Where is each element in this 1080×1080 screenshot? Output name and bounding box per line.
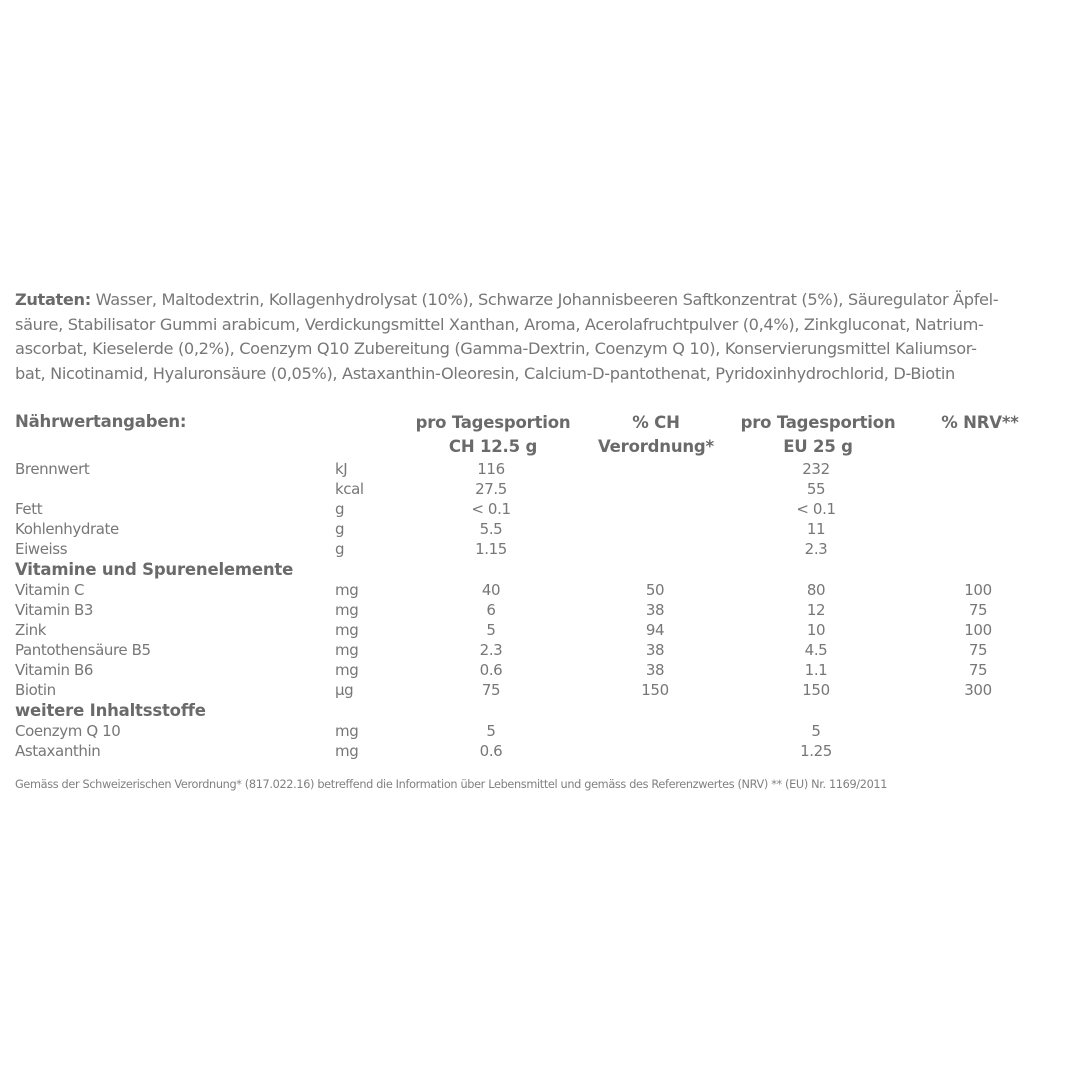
footnote: Gemäss der Schweizerischen Verordnung* (817.022.16) betreffend die Information über Lebensmittel und gemäss des Referenzwertes (NRV) ** (EU) Nr. 1169/2011 xyxy=(15,778,888,791)
value-ch: 116 xyxy=(477,460,505,478)
header-ch-percent xyxy=(598,411,714,459)
ingredients-line: ascorbat, Kieselerde (0,2%), Coenzym Q10 Zubereitung (Gamma-Dextrin, Coenzym Q 10), Konservierungsmittel Kaliumsor- xyxy=(15,339,977,359)
row-unit: mg xyxy=(335,722,359,740)
value-eu: 232 xyxy=(802,460,830,478)
row-unit: g xyxy=(335,500,345,518)
ingredients-paragraph xyxy=(15,288,1065,386)
header-ch-portion xyxy=(416,411,571,459)
value-ch-percent: 94 xyxy=(645,621,665,639)
table-row xyxy=(0,480,1080,500)
value-ch-percent: 38 xyxy=(645,641,665,659)
value-ch: 5 xyxy=(486,722,496,740)
header-line: Verordnung* xyxy=(598,437,714,456)
value-eu: 1.25 xyxy=(800,742,832,760)
value-eu: 10 xyxy=(806,621,826,639)
row-label: Brennwert xyxy=(15,460,90,478)
ingredients-text: Wasser, Maltodextrin, Kollagenhydrolysat (10%), Schwarze Johannisbeeren Saftkonzentrat (5%), Säuregulator Äpfel- xyxy=(90,290,999,309)
header-line: % NRV** xyxy=(941,413,1019,432)
ingredients-label: Zutaten: xyxy=(15,290,91,309)
table-row xyxy=(0,661,1080,681)
table-row xyxy=(0,601,1080,621)
row-unit: mg xyxy=(335,661,359,679)
table-row xyxy=(0,621,1080,641)
row-unit: µg xyxy=(335,681,354,699)
value-ch: 40 xyxy=(481,581,501,599)
value-nrv: 75 xyxy=(968,601,988,619)
value-eu: 12 xyxy=(806,601,826,619)
row-unit: mg xyxy=(335,621,359,639)
value-nrv: 100 xyxy=(964,621,992,639)
value-ch-percent: 50 xyxy=(645,581,665,599)
value-nrv: 75 xyxy=(968,641,988,659)
value-eu: 5 xyxy=(811,722,821,740)
value-ch: 6 xyxy=(486,601,496,619)
header-line: pro Tagesportion xyxy=(740,413,896,432)
value-eu: 80 xyxy=(806,581,826,599)
row-unit: g xyxy=(335,540,345,558)
value-ch: 27.5 xyxy=(475,480,507,498)
ingredients-line xyxy=(15,288,1065,313)
ingredients-line: bat, Nicotinamid, Hyaluronsäure (0,05%), Astaxanthin-Oleoresin, Calcium-D-pantothenat, Pyridoxinhydrochlorid, D-Biotin xyxy=(15,363,955,383)
table-row xyxy=(0,460,1080,480)
table-row xyxy=(0,641,1080,661)
table-row xyxy=(0,500,1080,520)
row-label: Coenzym Q 10 xyxy=(15,722,121,740)
table-row xyxy=(0,520,1080,540)
value-eu: 4.5 xyxy=(804,641,828,659)
row-unit: mg xyxy=(335,581,359,599)
row-label: Vitamin C xyxy=(15,581,85,599)
row-label: Astaxanthin xyxy=(15,742,101,760)
value-ch-percent: 38 xyxy=(645,661,665,679)
value-ch: < 0.1 xyxy=(471,500,511,518)
header-line: % CH xyxy=(632,413,680,432)
row-label: Pantothensäure B5 xyxy=(15,641,151,659)
value-ch: 1.15 xyxy=(475,540,507,558)
value-ch: 0.6 xyxy=(479,661,503,679)
row-label: Vitamin B6 xyxy=(15,661,94,679)
nutrition-title: Nährwertangaben: xyxy=(15,412,187,431)
value-ch: 5.5 xyxy=(479,520,503,538)
header-line: CH 12.5 g xyxy=(448,437,538,456)
value-eu: 11 xyxy=(806,520,826,538)
value-ch-percent: 150 xyxy=(641,681,669,699)
row-label: Zink xyxy=(15,621,47,639)
value-eu: < 0.1 xyxy=(796,500,836,518)
value-ch-percent: 38 xyxy=(645,601,665,619)
row-label: Vitamin B3 xyxy=(15,601,94,619)
row-label: Biotin xyxy=(15,681,56,699)
row-unit: g xyxy=(335,520,345,538)
table-row xyxy=(0,722,1080,742)
value-nrv: 75 xyxy=(968,661,988,679)
row-label: Kohlenhydrate xyxy=(15,520,119,538)
section-other-heading: weitere Inhaltsstoffe xyxy=(15,701,206,720)
value-ch: 2.3 xyxy=(479,641,503,659)
header-line: pro Tagesportion xyxy=(415,413,571,432)
row-label: Fett xyxy=(15,500,43,518)
row-label: Eiweiss xyxy=(15,540,68,558)
value-nrv: 300 xyxy=(964,681,992,699)
table-row xyxy=(0,581,1080,601)
row-unit: mg xyxy=(335,641,359,659)
value-nrv: 100 xyxy=(964,581,992,599)
row-unit: mg xyxy=(335,742,359,760)
row-unit: kJ xyxy=(335,460,348,478)
value-eu: 55 xyxy=(806,480,826,498)
row-unit: kcal xyxy=(335,480,364,498)
row-unit: mg xyxy=(335,601,359,619)
header-nrv-percent xyxy=(941,411,1018,435)
table-row xyxy=(0,742,1080,762)
section-vitamins-heading: Vitamine und Spurenelemente xyxy=(15,560,294,579)
value-eu: 1.1 xyxy=(804,661,828,679)
value-ch: 0.6 xyxy=(479,742,503,760)
value-ch: 5 xyxy=(486,621,496,639)
value-eu: 2.3 xyxy=(804,540,828,558)
header-eu-portion xyxy=(741,411,896,459)
ingredients-line: säure, Stabilisator Gummi arabicum, Verdickungsmittel Xanthan, Aroma, Acerolafruchtpulver (0,4%), Zinkgluconat, Natrium- xyxy=(15,314,984,334)
header-line: EU 25 g xyxy=(783,437,853,456)
table-row xyxy=(0,540,1080,560)
value-eu: 150 xyxy=(802,681,830,699)
value-ch: 75 xyxy=(481,681,501,699)
table-row xyxy=(0,681,1080,701)
